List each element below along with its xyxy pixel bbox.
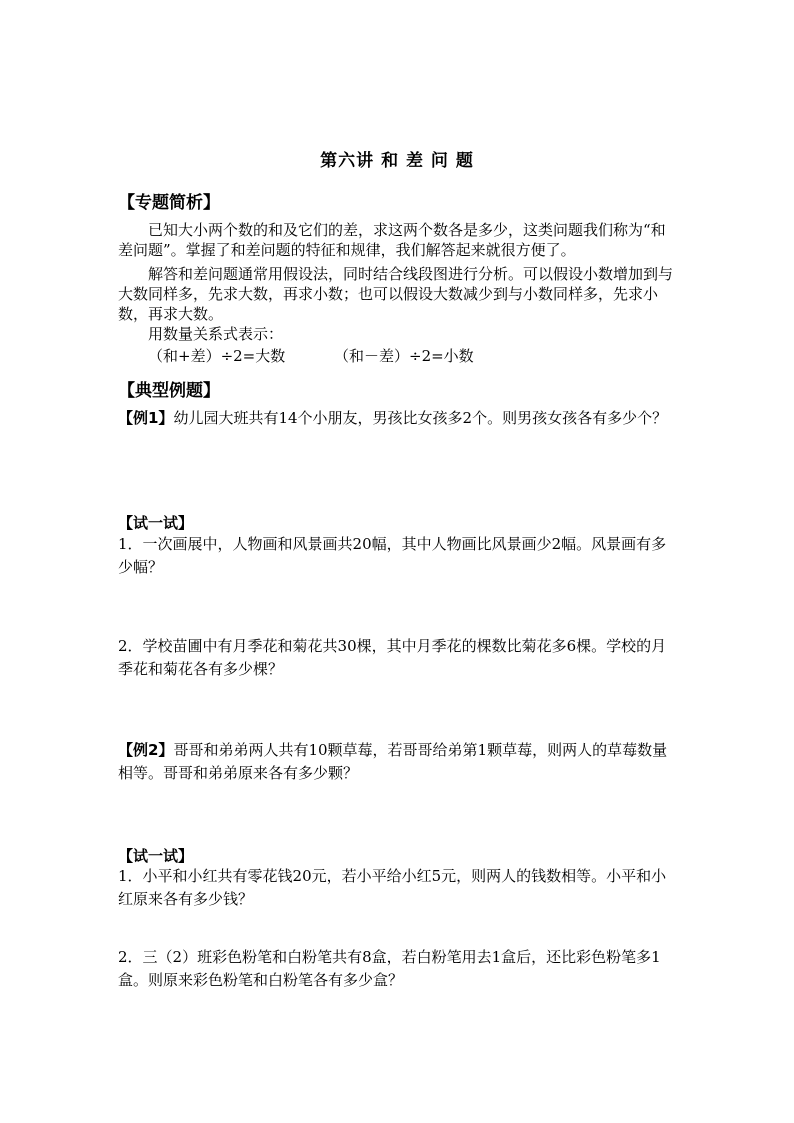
section-heading-analysis: 【专题简析】: [118, 193, 220, 213]
analysis-paragraph-2: 解答和差问题通常用假设法，同时结合线段图进行分析。可以假设小数增加到与大数同样多，先求大数，再求小数；也可以假设大数减少到与小数同样多，先求小数，再求大数。: [118, 265, 674, 323]
section-heading-examples: 【典型例题】: [118, 381, 220, 401]
analysis-paragraph-1: 已知大小两个数的和及它们的差，求这两个数各是多少，这类问题我们称为“和差问题”。掌握了和差问题的特征和规律，我们解答起来就很方便了。: [118, 221, 666, 259]
formula-small-number: （和－差）÷2=小数: [334, 347, 474, 365]
analysis-paragraph-3: 用数量关系式表示：: [148, 325, 284, 343]
try-it-heading-2: 【试一试】: [118, 847, 194, 865]
try-1-question-2: 2．学校苗圃中有月季花和菊花共30棵，其中月季花的棵数比菊花多6棵。学校的月季花和菊花各有多少棵？: [118, 637, 667, 678]
formula-big-number: （和+差）÷2=大数: [148, 347, 286, 365]
example-2-text: 哥哥和弟弟两人共有10颗草莓，若哥哥给弟第1颗草莓，则两人的草莓数量相等。哥哥和弟弟原来各有多少颗？: [118, 741, 668, 782]
try-2-question-1: 1．小平和小红共有零花钱20元，若小平给小红5元，则两人的钱数相等。小平和小红原来各有多少钱？: [118, 867, 667, 908]
example-2: [118, 739, 680, 785]
try-it-heading-1: 【试一试】: [118, 514, 194, 532]
example-1: [118, 407, 680, 430]
try-1-question-1: 1．一次画展中，人物画和风景画共20幅，其中人物画比风景画少2幅。风景画有多少幅？: [118, 535, 667, 576]
page-title: 第六讲 和 差 问 题: [320, 151, 474, 171]
example-1-text: 幼儿园大班共有14个小朋友，男孩比女孩多2个。则男孩女孩各有多少个？: [173, 409, 668, 427]
try-2-question-2: 2．三（2）班彩色粉笔和白粉笔共有8盒，若白粉笔用去1盒后，还比彩色粉笔多1盒。则原来彩色粉笔和白粉笔各有多少盒？: [118, 948, 661, 989]
example-1-label: 【例1】: [118, 409, 174, 427]
example-2-label: 【例2】: [118, 741, 174, 759]
